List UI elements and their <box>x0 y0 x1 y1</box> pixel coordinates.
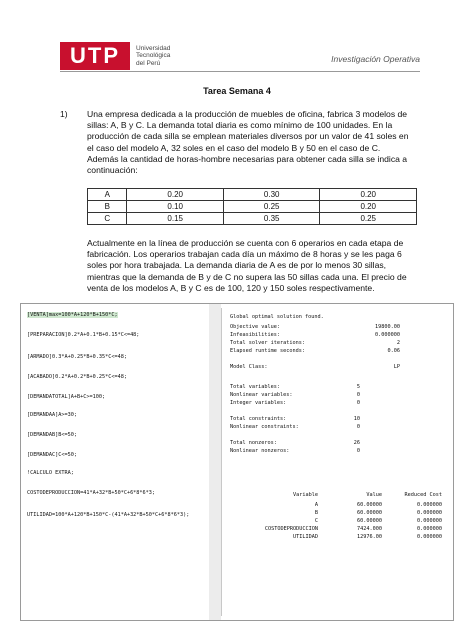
text-line: soles por hora trabajada. La demanda diaria de A es de por lo menos 30 sillas, <box>87 260 387 271</box>
stat-label: Model Class: <box>230 364 268 370</box>
header-divider <box>60 71 420 72</box>
stat-label: Nonlinear variables: <box>230 392 293 398</box>
reduced-cost: 0.000000 <box>417 518 442 524</box>
table-row <box>88 213 417 225</box>
code-line: !CALCULO EXTRA; <box>27 470 74 476</box>
text-line: Además la cantidad de horas-hombre necesarias para obtener cada silla se indica a <box>87 153 408 164</box>
code-line: [VENTA]max=100*A+120*B+150*C; <box>27 312 118 318</box>
reduced-cost: 0.000000 <box>417 502 442 508</box>
stat-value: 26 <box>353 440 360 446</box>
lingo-screenshot <box>20 303 454 621</box>
text-line: venta de los modelos A, B y C es de 100, 120 y 150 soles respectivamente. <box>87 282 375 293</box>
code-line: UTILIDAD=100*A+120*B+150*C-(41*A+32*B+50*C+6*8*6*3); <box>27 512 190 518</box>
page-header <box>60 42 420 72</box>
model-editor <box>21 304 209 620</box>
table-cell: 0.20 <box>127 189 224 201</box>
table-row <box>88 201 417 213</box>
stat-label: Nonlinear constraints: <box>230 424 299 430</box>
stat-value: 2 <box>396 340 400 346</box>
variable-name: UTILIDAD <box>293 534 318 540</box>
table-cell: 0.20 <box>320 201 417 213</box>
table-cell: C <box>88 213 127 225</box>
code-line: [PREPARACION]0.2*A+0.1*B+0.15*C<=48; <box>27 332 140 338</box>
university-line: Tecnológica <box>136 52 171 60</box>
item-number: 1) <box>60 109 68 119</box>
logo-mark: UTP <box>60 42 130 70</box>
reduced-cost: 0.000000 <box>417 526 442 532</box>
code-line: [ACABADO]0.2*A+0.2*B+0.25*C<=48; <box>27 374 127 380</box>
stat-label: Elapsed runtime seconds: <box>230 348 305 354</box>
stat-value: 0 <box>356 448 360 454</box>
text-line: mientras que la demanda de B y de C no supera las 50 sillas cada una. El precio de <box>87 271 407 282</box>
university-name <box>136 45 196 68</box>
stat-label: Integer variables: <box>230 400 287 406</box>
table-cell: 0.15 <box>127 213 224 225</box>
stat-value: 0 <box>356 424 360 430</box>
variable-name: COSTODEPRODUCCION <box>264 526 318 532</box>
solution-report <box>221 308 448 616</box>
university-line: del Perú <box>136 59 161 67</box>
stat-value: LP <box>393 364 400 370</box>
text-line: Actualmente en la línea de producción se cuenta con 6 operarios en cada etapa de <box>87 238 404 248</box>
university-line: Universidad <box>136 44 171 52</box>
code-line: COSTODEPRODUCCION=41*A+32*B+50*C+6*8*6*3; <box>27 490 156 496</box>
stat-value: 10 <box>353 416 360 422</box>
table-row <box>88 189 417 201</box>
stat-value: 19800.00 <box>375 324 400 330</box>
stat-label: Total solver iterations: <box>230 340 305 346</box>
stat-value: 0 <box>356 400 360 406</box>
stat-label: Nonlinear nonzeros: <box>230 448 290 454</box>
report-header: Global optimal solution found. <box>230 314 324 320</box>
table-cell: 0.20 <box>320 189 417 201</box>
table-cell: 0.30 <box>223 189 320 201</box>
task-title: Tarea Semana 4 <box>203 86 271 96</box>
text-line: fabricación. Los operarios trabajan cada día un máximo de 8 horas y se les paga 6 <box>87 249 402 260</box>
code-line: [DEMANDATOTAL]A+B+C>=100; <box>27 394 106 400</box>
code-line: [DEMANDAC]C<=50; <box>27 452 77 458</box>
variable-value: 60.00000 <box>357 510 382 516</box>
code-line: [ARMADO]0.3*A+0.25*B+0.35*C<=48; <box>27 354 127 360</box>
stat-label: Objective value: <box>230 324 280 330</box>
body-paragraph <box>87 238 417 294</box>
text-line: el caso del modelo A, 32 soles en el caso del modelo B y 50 en el caso de C. <box>87 142 381 153</box>
table-cell: B <box>88 201 127 213</box>
reduced-cost: 0.000000 <box>417 534 442 540</box>
hours-table <box>87 188 417 225</box>
stat-value: 0.06 <box>387 348 400 354</box>
table-cell: 0.10 <box>127 201 224 213</box>
stat-label: Total variables: <box>230 384 280 390</box>
variable-value: 60.00000 <box>357 518 382 524</box>
variable-value: 7424.000 <box>357 526 382 532</box>
stat-label: Total nonzeros: <box>230 440 277 446</box>
column-header: Variable <box>293 492 318 498</box>
code-line: [DEMANDAB]B<=50; <box>27 432 77 438</box>
panel-divider <box>209 304 221 620</box>
utp-logo <box>60 42 196 70</box>
table-cell: 0.35 <box>223 213 320 225</box>
stat-value: 0 <box>356 392 360 398</box>
variable-name: B <box>314 510 318 516</box>
intro-paragraph <box>87 109 417 176</box>
variable-value: 60.00000 <box>357 502 382 508</box>
text-line: sillas: A, B y C. La demanda total diaria es como mínimo de 100 unidades. En la <box>87 120 393 131</box>
table-cell: 0.25 <box>223 201 320 213</box>
variable-name: C <box>314 518 318 524</box>
column-header: Reduced Cost <box>404 492 442 498</box>
column-header: Value <box>366 492 382 498</box>
reduced-cost: 0.000000 <box>417 510 442 516</box>
table-cell: A <box>88 189 127 201</box>
text-line: producción de cada silla se emplean materiales diversos por un valor de 41 soles en <box>87 131 409 142</box>
stat-value: 0.000000 <box>375 332 400 338</box>
text-line: continuación: <box>87 165 138 176</box>
stat-label: Total constraints: <box>230 416 287 422</box>
code-line: [DEMANDAA]A>=30; <box>27 412 77 418</box>
stat-label: Infeasibilities: <box>230 332 280 338</box>
table-cell: 0.25 <box>320 213 417 225</box>
variable-name: A <box>314 502 318 508</box>
course-title: Investigación Operativa <box>331 54 420 64</box>
stat-value: 5 <box>356 384 360 390</box>
variable-value: 12976.00 <box>357 534 382 540</box>
text-line: Una empresa dedicada a la producción de muebles de oficina, fabrica 3 modelos de <box>87 109 408 119</box>
